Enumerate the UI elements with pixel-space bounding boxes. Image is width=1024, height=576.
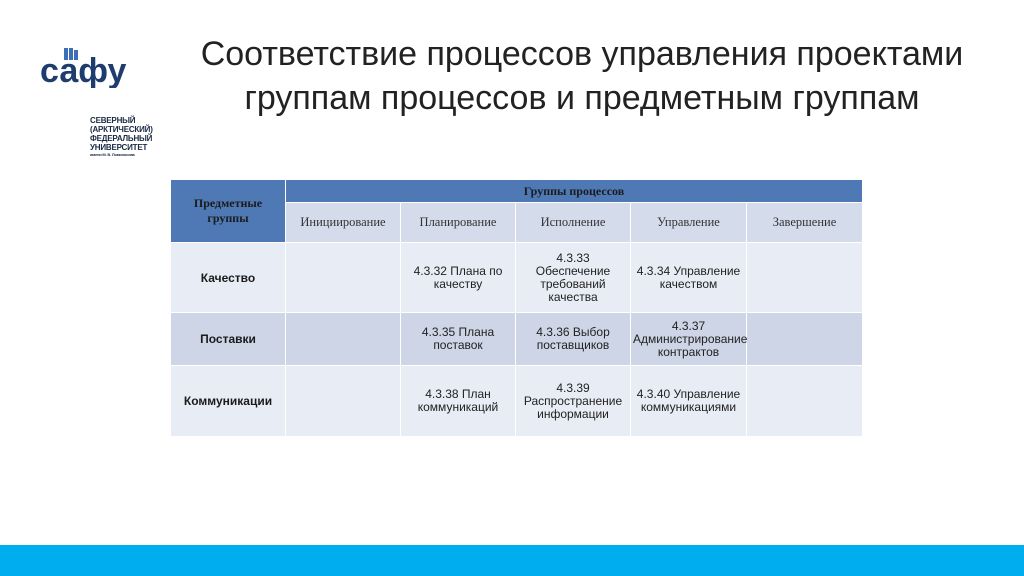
logo-line: ФЕДЕРАЛЬНЫЙ (90, 134, 153, 143)
table-cell: 4.3.32 Плана по качеству (401, 243, 516, 313)
slide-title-line1: Соответствие процессов управления проектами (200, 35, 964, 73)
row-header: Поставки (171, 313, 286, 366)
table-row (171, 313, 863, 366)
corner-header: Предметные группы (171, 180, 286, 243)
row-header: Качество (171, 243, 286, 313)
column-header: Завершение (747, 203, 863, 243)
slide-title-line2: группам процессов и предметным группам (244, 79, 920, 117)
column-header: Инициирование (286, 203, 401, 243)
table-cell (747, 243, 863, 313)
logo-line: (АРКТИЧЕСКИЙ) (90, 125, 153, 134)
table-cell: 4.3.39 Распространение информации (516, 366, 631, 437)
logo-line: СЕВЕРНЫЙ (90, 116, 136, 125)
table-cell: 4.3.35 Плана поставок (401, 313, 516, 366)
logo-word-text: сафу (40, 52, 127, 88)
bottom-bar (0, 545, 1024, 576)
university-logo (38, 28, 153, 157)
group-header: Группы процессов (286, 180, 863, 203)
table-cell: 4.3.37 Администрирование контрактов (631, 313, 747, 366)
table-cell (747, 366, 863, 437)
column-header: Исполнение (516, 203, 631, 243)
table-cell: 4.3.38 План коммуникаций (401, 366, 516, 437)
table-row (171, 243, 863, 313)
column-header: Планирование (401, 203, 516, 243)
logo-text (90, 116, 153, 158)
row-header: Коммуникации (171, 366, 286, 437)
table-cell (747, 313, 863, 366)
column-header: Управление (631, 203, 747, 243)
table-cell: 4.3.33 Обеспечение требований качества (516, 243, 631, 313)
table-cell: 4.3.40 Управление коммуникациями (631, 366, 747, 437)
table-row (171, 366, 863, 437)
logo-line: УНИВЕРСИТЕТ (90, 143, 148, 152)
logo-line: имени М. В. Ломоносова (90, 152, 135, 157)
slide-title (140, 32, 1024, 120)
logo-wordmark (38, 48, 138, 88)
table-cell (286, 366, 401, 437)
process-table (170, 179, 863, 437)
table-cell (286, 313, 401, 366)
table-cell: 4.3.34 Управление качеством (631, 243, 747, 313)
table-cell (286, 243, 401, 313)
table-cell: 4.3.36 Выбор поставщиков (516, 313, 631, 366)
